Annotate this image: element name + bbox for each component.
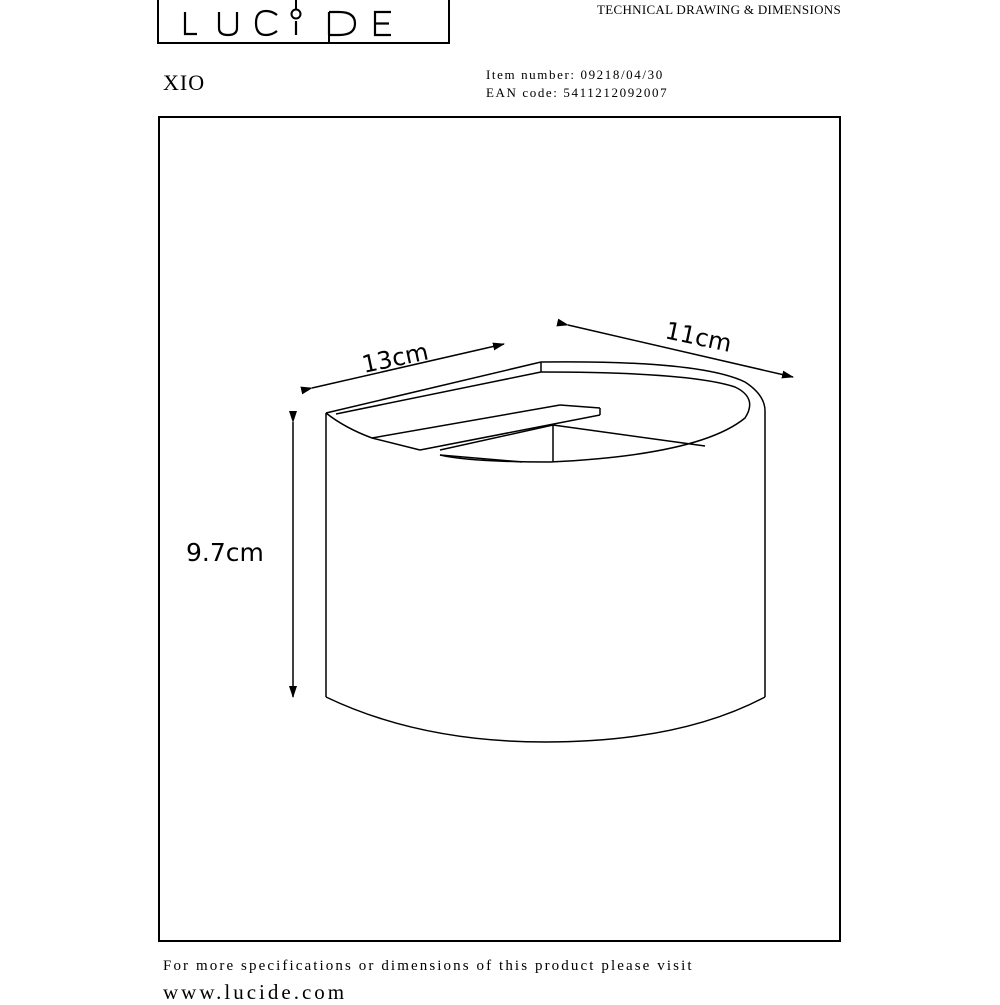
website-link[interactable]: www.lucide.com — [163, 980, 348, 1004]
item-number-value: 09218/04/30 — [580, 67, 664, 82]
lamp-body — [326, 362, 765, 742]
item-number-label: Item number: — [486, 67, 576, 82]
ean-label: EAN code: — [486, 85, 559, 100]
depth-dimension-label: 11cm — [662, 316, 735, 358]
product-name: XIO — [163, 70, 206, 95]
height-dimension-label: 9.7cm — [186, 538, 264, 567]
document-type: TECHNICAL DRAWING & DIMENSIONS — [597, 2, 841, 17]
width-dimension-label: 13cm — [359, 337, 431, 379]
footer-note: For more specifications or dimensions of this product please visit — [163, 958, 694, 974]
ean-value: 5411212092007 — [563, 85, 669, 100]
